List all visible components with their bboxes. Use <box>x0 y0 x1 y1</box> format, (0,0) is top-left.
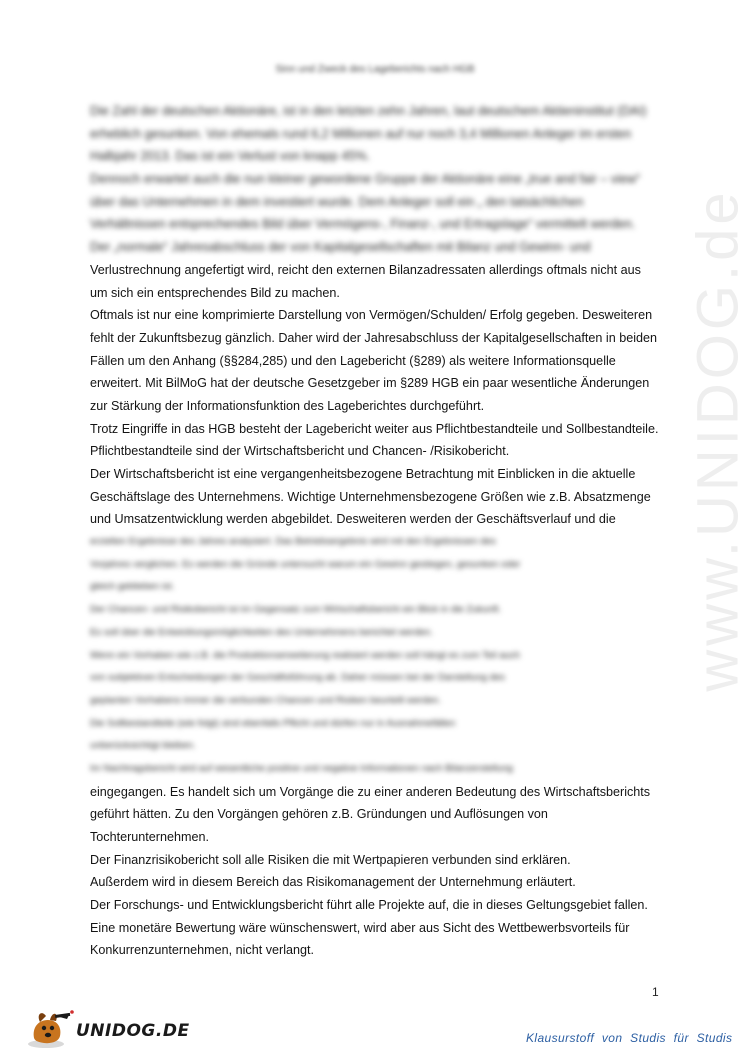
text-line: Der Forschungs- und Entwicklungsbericht führt alle Projekte auf, die in dieses Geltungsgebiet fallen. <box>90 898 648 913</box>
text-line: Im Nachtragsbericht wird auf wesentliche positive und negative Informationen nach Bilanzerstellung <box>90 762 513 774</box>
text-line: gleich geblieben ist. <box>90 581 175 593</box>
text-line: erheblich gesunken. Von ehemals rund 6,2 Millionen auf nur noch 3,4 Millionen Anleger im ersten <box>90 126 632 141</box>
text-line: Der Finanzrisikobericht soll alle Risiken die mit Wertpapieren verbunden sind erklären. <box>90 852 571 867</box>
text-line: geführt hätten. Zu den Vorgängen gehören z.B. Gründungen und Auflösungen von <box>90 807 548 822</box>
text-line: Trotz Eingriffe in das HGB besteht der Lagebericht weiter aus Pflichtbestandteile und Sollbestandteile. <box>90 421 659 436</box>
text-line: Außerdem wird in diesem Bereich das Risikomanagement der Unternehmung erläutert. <box>90 875 576 890</box>
text-line: Die Zahl der deutschen Aktionäre, ist in den letzten zehn Jahren, laut deutschem Aktieninstitut (DAI) <box>90 104 647 118</box>
text-line: und Umsatzentwicklung werden abgebildet. Desweiteren werden der Geschäftsverlauf und die <box>90 512 616 527</box>
footer-slogan: Klausurstoff von Studis für Studis <box>526 1031 733 1045</box>
text-line: Vorjahres verglichen. Es werden die Gründe untersucht warum ein Gewinn gestiegen, gesunken oder <box>90 558 521 570</box>
text-line: Tochterunternehmen. <box>90 830 210 844</box>
text-line: Oftmals ist nur eine komprimierte Darstellung von Vermögen/Schulden/ Erfolg gegeben. Desweiteren <box>90 308 653 323</box>
logo-wordmark: UNIDOG.DE <box>76 1021 190 1041</box>
text-line: Halbjahr 2013. Das ist ein Verlust von knapp 45%. <box>90 149 371 164</box>
text-line: fehlt der Zukunftsbezug gänzlich. Daher wird der Jahresabschluss der Kapitalgesellschaften in beiden <box>90 330 658 345</box>
text-line: Verlustrechnung angefertigt wird, reicht den externen Bilanzadressaten allerdings oftmals nicht aus <box>90 262 641 277</box>
text-line: Dennoch erwartet auch die nun kleiner gewordene Gruppe der Aktionäre eine „true and fair – view“ <box>90 172 641 187</box>
text-line: geplanten Vorhabens immer die verbunden Chancen und Risiken beurteilt werden. <box>90 694 441 706</box>
text-line: um sich ein entsprechendes Bild zu machen. <box>90 285 340 300</box>
text-line: erweitert. Mit BilMoG hat der deutsche Gesetzgeber im §289 HGB ein paar wesentliche Änderungen <box>90 376 650 391</box>
text-line: Wenn ein Vorhaben wie z.B. die Produktionserweiterung realisiert werden soll hängt es zum Teil auch <box>90 649 521 661</box>
page-number: 1 <box>652 985 659 999</box>
text-line: Eine monetäre Bewertung wäre wünschenswert, wird aber aus Sicht des Wettbewerbsvorteils für <box>90 920 630 935</box>
text-line: unberücksichtigt bleiben. <box>90 740 196 752</box>
text-line: Verhältnissen entsprechendes Bild über Vermögens-, Finanz-, und Ertragslage“ vermittelt werden. <box>90 217 636 232</box>
text-line: von subjektiven Entscheidungen der Geschäftsführung ab. Daher müssen bei der Darstellung des <box>90 672 505 684</box>
watermark-text: www.UNIDOG.de <box>685 188 750 692</box>
document-title: Sinn und Zweck des Lageberichts nach HGB <box>275 64 475 75</box>
text-line: Fällen um den Anhang (§§284,285) und den Lagebericht (§289) als weitere Informationsquelle <box>90 353 616 368</box>
text-line: Der „normale“ Jahresabschluss der von Kapitalgesellschaften mit Bilanz und Gewinn- und <box>90 240 591 255</box>
text-line: erzielten Ergebnisse des Jahres analysiert. Das Betriebsergebnis wird mit den Ergebnissen des <box>90 536 496 548</box>
dog-mascot-icon <box>26 1008 80 1050</box>
document-body <box>90 100 680 962</box>
text-line: Es soll über die Entwicklungsmöglichkeiten des Unternehmens berichtet werden. <box>90 626 433 638</box>
text-line: Geschäftslage des Unternehmens. Wichtige Unternehmensbezogene Größen wie z.B. Absatzmenge <box>90 489 651 504</box>
text-line: eingegangen. Es handelt sich um Vorgänge die zu einer anderen Bedeutung des Wirtschaftsberichts <box>90 784 651 799</box>
text-line: Pflichtbestandteile sind der Wirtschaftsbericht und Chancen- /Risikobericht. <box>90 444 510 459</box>
text-line: Der Wirtschaftsbericht ist eine vergangenheitsbezogene Betrachtung mit Einblicken in die aktuelle <box>90 467 636 481</box>
text-line: Konkurrenzunternehmen, nicht verlangt. <box>90 943 315 958</box>
unidog-logo <box>26 1008 190 1050</box>
text-line: Die Sollbestandteile (wie folgt) sind ebenfalls Pflicht und dürfen nur in Ausnahmefällen <box>90 717 456 729</box>
text-line: über das Unternehmen in dem investiert wurde. Dem Anleger soll ein „ den tatsächlichen <box>90 194 584 209</box>
text-line: zur Stärkung der Informationsfunktion des Lageberichtes durchgeführt. <box>90 398 485 413</box>
text-line: Der Chancen- und Risikobericht ist im Gegensatz zum Wirtschaftsbericht ein Blick in die Zukunft. <box>90 604 502 616</box>
